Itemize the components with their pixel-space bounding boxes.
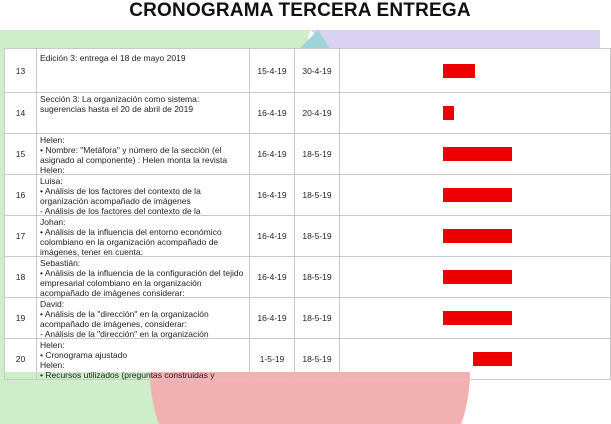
schedule-table-wrapper [4,48,600,380]
table-row [5,134,611,175]
task-description: Helen: • Nombre: "Metáfora" y número de la sección (el asignado al componente) : Helen monta la revista Helen: [37,134,250,175]
gantt-cell [340,49,611,93]
row-number: 18 [5,257,37,298]
task-description: Luisa: • Análisis de los factores del contexto de la organización acompañado de imágenes - Análisis de los factores del contexto de la [37,175,250,216]
start-date: 16-4-19 [250,257,295,298]
end-date: 18-5-19 [295,134,340,175]
page-title: CRONOGRAMA TERCERA ENTREGA [129,0,471,21]
table-row [5,49,611,93]
gantt-bar [443,188,512,202]
end-date: 30-4-19 [295,49,340,93]
gantt-bar [443,311,512,325]
gantt-cell [340,216,611,257]
end-date: 18-5-19 [295,175,340,216]
table-row [5,298,611,339]
row-number: 15 [5,134,37,175]
start-date: 15-4-19 [250,49,295,93]
row-number: 20 [5,339,37,380]
task-description: David: • Análisis de la "dirección" en la organización acompañado de imágenes, considerar: - Análisis de la "dirección" en la organización [37,298,250,339]
start-date: 16-4-19 [250,93,295,134]
end-date: 18-5-19 [295,298,340,339]
gantt-cell [340,93,611,134]
gantt-bar [443,270,512,284]
start-date: 16-4-19 [250,216,295,257]
task-description: Sección 3: La organización como sistema: sugerencias hasta el 20 de abril de 2019 [37,93,250,134]
end-date: 20-4-19 [295,93,340,134]
task-description: Helen: • Cronograma ajustado Helen: • Recursos utilizados (preguntas construidas y [37,339,250,380]
table-row [5,216,611,257]
gantt-cell [340,339,611,380]
table-row [5,175,611,216]
end-date: 18-5-19 [295,257,340,298]
gantt-bar [443,64,475,78]
start-date: 1-5-19 [250,339,295,380]
start-date: 16-4-19 [250,175,295,216]
gantt-bar [443,147,512,161]
gantt-bar [473,352,512,366]
gantt-bar [443,106,454,120]
schedule-table [4,48,611,380]
gantt-cell [340,134,611,175]
gantt-bar [443,229,512,243]
gantt-cell [340,257,611,298]
row-number: 17 [5,216,37,257]
task-description: Edición 3: entrega el 18 de mayo 2019 [37,49,250,93]
table-row [5,339,611,380]
task-description: Johan: • Análisis de la influencia del entorno económico colombiano en la organización acompañado de imágenes, tener en cuenta: [37,216,250,257]
row-number: 14 [5,93,37,134]
gantt-cell [340,298,611,339]
purple-shape [310,30,600,48]
table-row [5,93,611,134]
row-number: 16 [5,175,37,216]
row-number: 19 [5,298,37,339]
gantt-cell [340,175,611,216]
task-description: Sebastián: • Análisis de la influencia de la configuración del tejido empresarial colombiano en la organización acompañado de imágenes considerar: [37,257,250,298]
table-row [5,257,611,298]
row-number: 13 [5,49,37,93]
start-date: 16-4-19 [250,134,295,175]
end-date: 18-5-19 [295,339,340,380]
start-date: 16-4-19 [250,298,295,339]
end-date: 18-5-19 [295,216,340,257]
